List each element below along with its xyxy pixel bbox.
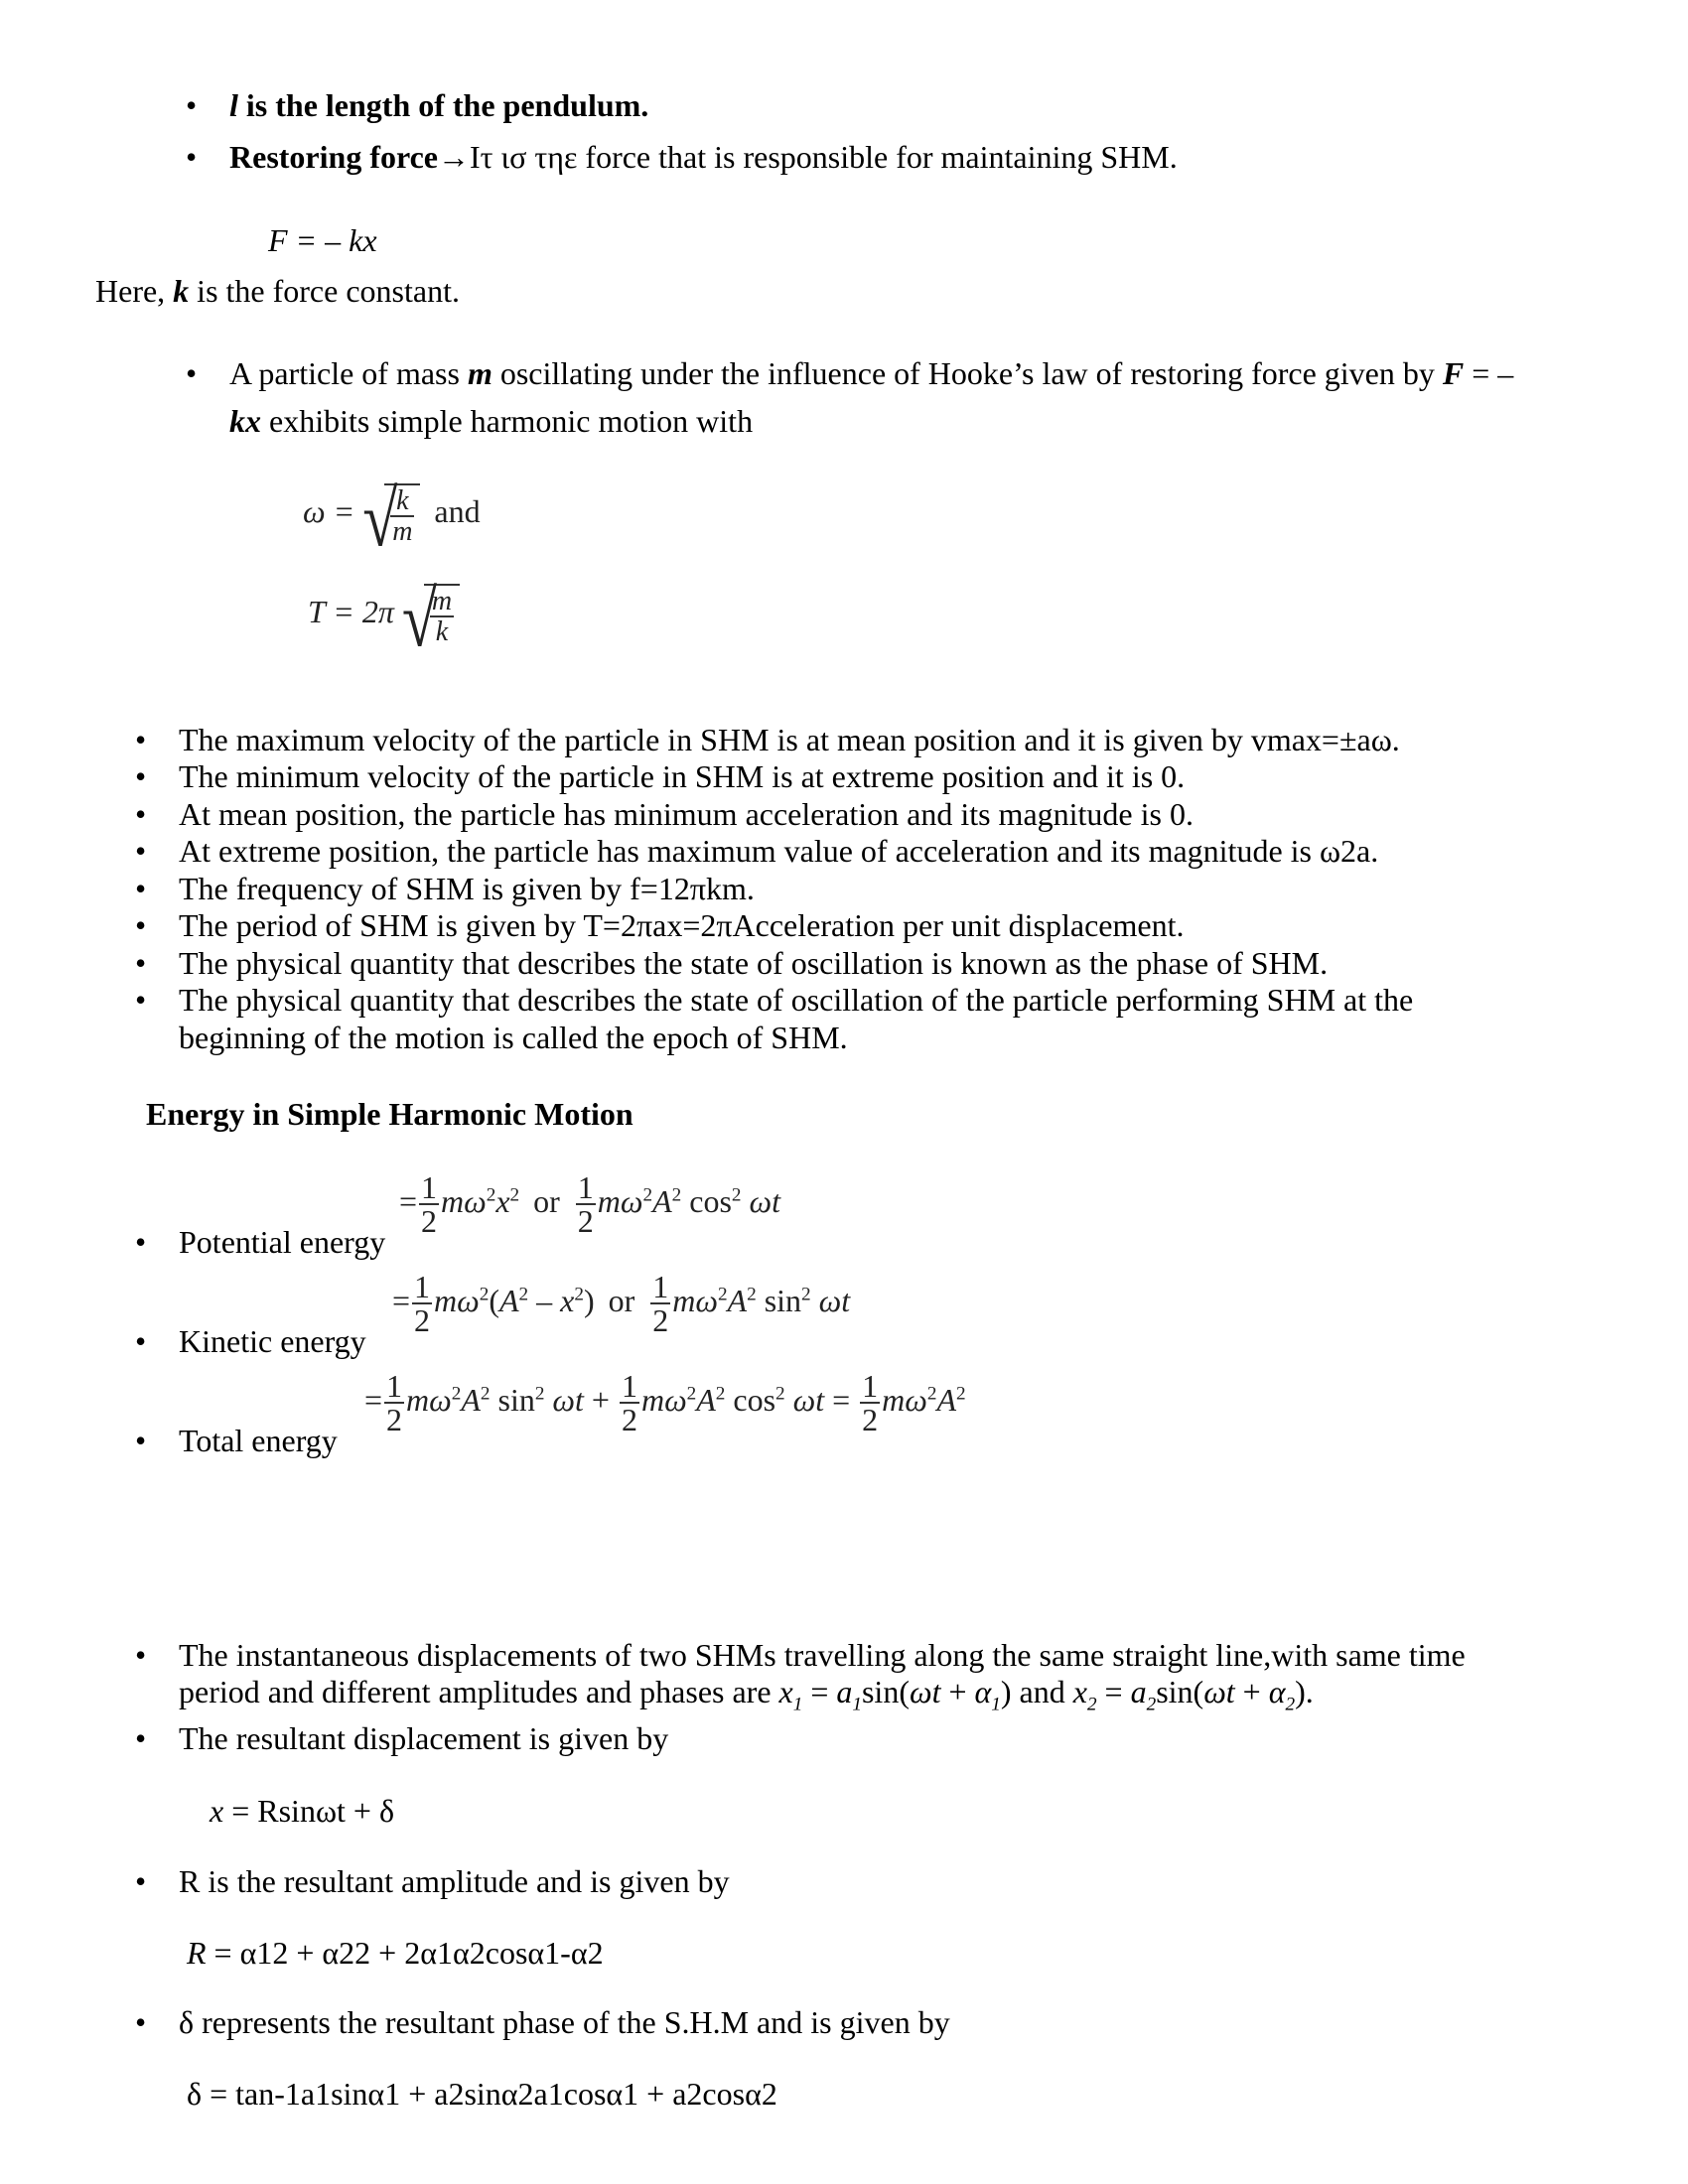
kinetic-energy-label: • Kinetic energy [179,1322,366,1360]
restoring-force-label: Restoring force [229,139,438,175]
particle-bullet-line1: • A particle of mass m oscillating under the influence of Hooke’s law of restoring force given by F = – [229,354,1513,392]
restoring-force-bullet [229,138,1178,176]
amplitude-intro: • R is the resultant amplitude and is given by [179,1862,730,1900]
phase-intro: • δ represents the resultant phase of the S.H.M and is given by [179,2003,950,2041]
period-equation: T = 2π √ $\frac{m}{k}$ [308,584,460,646]
list-item: • The physical quantity that describes the state of oscillation of the particle performing SHM at the [179,981,1413,1019]
force-equation: F = – kx [268,222,377,258]
arrow-right-icon: → [438,139,470,175]
potential-energy-label: • Potential energy [179,1223,385,1261]
pendulum-length-bullet: • l is the length of the pendulum. [229,86,648,124]
list-item-continuation: beginning of the motion is called the epoch of SHM. [179,1020,848,1055]
omega-equation: ω = √ $\frac{k}{m}$ and [303,475,481,563]
potential-energy-formula: = $\frac{1}{2}$ $m\omega^2x^2$ or $\frac{1}{2}$ $m\omega^2A^2$ $\cos^2 \omega t$ [399,1169,780,1239]
list-item: • The maximum velocity of the particle in SHM is at mean position and it is given by vmax=±aω. [179,721,1400,758]
superposition-line2: period and different amplitudes and phases are $x_1 = a_1\sin(\omega t + \alpha_1)$ and $x_2 = a_2\sin(\omega t + \alpha_2)$. [179,1674,1314,1715]
resultant-displacement-equation: x = Rsinωt + δ [210,1793,395,1829]
pendulum-length-text: is the length of the pendulum. [237,87,649,123]
particle-bullet-line2: kx exhibits simple harmonic motion with [229,403,754,439]
list-item: • The physical quantity that describes the state of oscillation is known as the phase of SHM. [179,944,1328,982]
list-item: • At extreme position, the particle has maximum value of acceleration and its magnitude is ω2a. [179,832,1378,870]
phase-equation: δ = tan-1a1sinα1 + a2sinα2a1cosα1 + a2cosα2 [187,2076,777,2112]
kinetic-energy-formula: = $\frac{1}{2}$ $m\omega^2(A^2 - x^2)$ or $\frac{1}{2}$ $m\omega^2A^2$ $\sin^2 \omega t$ [392,1269,851,1338]
list-item: • The frequency of SHM is given by f=12πkm. [179,870,755,907]
restoring-force-rest: force that is responsible for maintaining SHM. [577,139,1178,175]
restoring-force-garbled: Iτ ισ τηε [470,139,578,175]
resultant-intro: • The resultant displacement is given by [179,1719,668,1757]
list-item: • The period of SHM is given by T=2πax=2πAcceleration per unit displacement. [179,906,1184,944]
total-energy-formula: = $\frac{1}{2}$ $m\omega^2A^2$ $\sin^2 \omega t$ + $\frac{1}{2}$ $m\omega^2A^2$ $\cos^2 \omega t$ = $\frac{1}{2}$ $m\omega^2A^2$ [364,1368,966,1437]
amplitude-equation: R = α12 + α22 + 2α1α2cosα1-α2 [187,1935,604,1971]
list-item: • The minimum velocity of the particle in SHM is at extreme position and it is 0. [179,757,1185,795]
list-item: • At mean position, the particle has minimum acceleration and its magnitude is 0. [179,795,1194,833]
total-energy-label: • Total energy [179,1422,338,1459]
energy-heading: Energy in Simple Harmonic Motion [146,1096,633,1132]
superposition-line1: • The instantaneous displacements of two SHMs travelling along the same straight line,with same time [179,1636,1466,1674]
force-constant-line: Here, k is the force constant. [95,273,460,309]
